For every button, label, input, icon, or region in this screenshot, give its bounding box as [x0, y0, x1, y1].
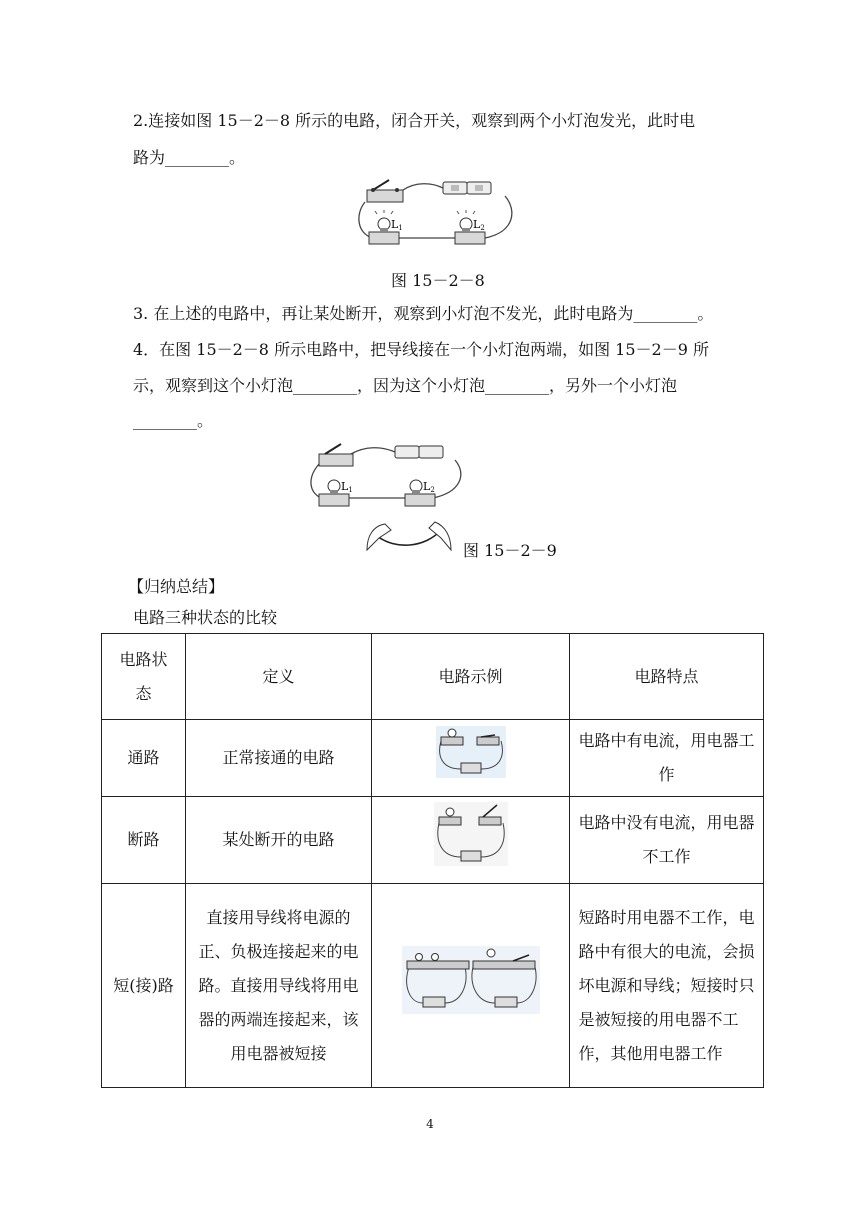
battery-icon	[443, 182, 491, 194]
state-cell: 断路	[102, 797, 186, 884]
lamp2-label: L2	[473, 218, 485, 232]
figure-caption: 图 15－2－8	[391, 271, 485, 290]
q2-line1: 2.连接如图 15－2－8 所示的电路，闭合开关，观察到两个小灯泡发光，此时电	[133, 111, 696, 130]
figure-caption: 图 15－2－9	[463, 541, 557, 560]
example-cell	[372, 720, 570, 797]
feature-cell: 电路中没有电流，用电器不工作	[570, 797, 764, 884]
table-row	[102, 720, 764, 797]
battery-icon	[395, 446, 443, 458]
example-cell	[372, 884, 570, 1088]
table-header: 电路状态	[102, 634, 186, 720]
summary-subheading: 电路三种状态的比较	[133, 608, 278, 627]
definition-cell: 某处断开的电路	[186, 797, 372, 884]
definition-cell: 直接用导线将电源的正、负极连接起来的电路。直接用导线将用电器的两端连接起来，该用电器被短接	[186, 884, 372, 1088]
summary-heading: 【归纳总结】	[128, 577, 225, 596]
lamp1-label: L1	[391, 218, 403, 232]
q4-line3: ________。	[133, 411, 214, 430]
closed-circuit-icon	[435, 725, 507, 779]
circuit-figure-15-2-8	[355, 174, 515, 254]
example-cell	[372, 797, 570, 884]
table-header: 定义	[186, 634, 372, 720]
state-cell: 通路	[102, 720, 186, 797]
page-number: 4	[426, 1117, 434, 1131]
q4-line2: 示，观察到这个小灯泡________，因为这个小灯泡________，另外一个小灯泡	[133, 376, 678, 395]
lamp2-label: L2	[423, 480, 435, 494]
state-cell: 短(接)路	[102, 884, 186, 1088]
table-row	[102, 884, 764, 1088]
lamp1-label: L1	[341, 480, 353, 494]
definition-cell: 正常接通的电路	[186, 720, 372, 797]
switch-icon	[319, 444, 353, 466]
circuit-state-table	[101, 633, 764, 1088]
open-circuit-icon	[433, 801, 509, 867]
table-row	[102, 797, 764, 884]
table-header-row	[102, 634, 764, 720]
q2-line2: 路为________。	[133, 148, 246, 167]
circuit-figure-15-2-9	[305, 440, 465, 555]
table-header: 电路特点	[570, 634, 764, 720]
feature-cell: 电路中有电流，用电器工作	[570, 720, 764, 797]
feature-cell: 短路时用电器不工作，电路中有很大的电流，会损坏电源和导线；短接时只是被短接的用电器不工作，其他用电器工作	[570, 884, 764, 1088]
switch-icon	[367, 180, 403, 202]
q4-line1: 4．在图 15－2－8 所示电路中，把导线接在一个小灯泡两端，如图 15－2－9 所	[133, 340, 709, 359]
q3-line1: 3. 在上述的电路中，再让某处断开，观察到小灯泡不发光，此时电路为________。	[133, 304, 714, 323]
table-header: 电路示例	[372, 634, 570, 720]
short-circuit-icon	[401, 945, 541, 1015]
